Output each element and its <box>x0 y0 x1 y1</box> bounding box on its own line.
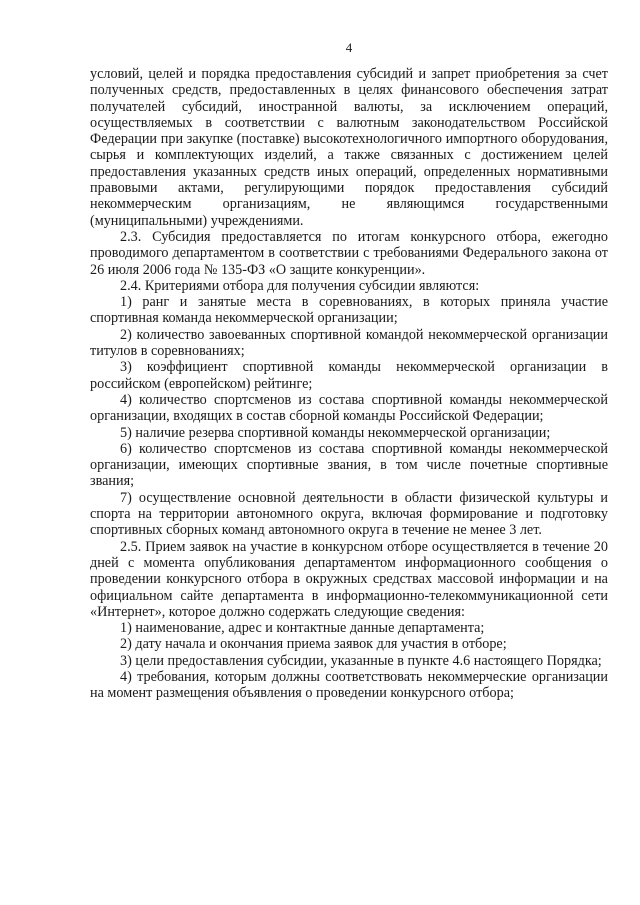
paragraph-conditions-end: условий, целей и порядка предоставления субсидий и запрет приобретения за счет полученных средств, предоставленных в целях финансового обеспечения затрат получателей субсидий, иностранной валюты, за исключением операций, осуществляемых в соответствии с валютным законодательством Российской Федерации при закупке (поставке) высокотехнологичного импортного оборудования, сырья и комплектующих изделий, а также связанных с достижением целей предоставления указанных средств иных операций, определенных нормативными правовыми актами, регулирующими порядок предоставления субсидий некоммерческим организациям, не являющимся государственными (муниципальными) учреждениями. <box>90 66 608 229</box>
list-item-info-1: 1) наименование, адрес и контактные данные департамента; <box>120 620 485 637</box>
list-item-criteria-1: 1) ранг и занятые места в соревнованиях, в которых приняла участие спортивная команда некоммерческой организации; <box>90 294 608 327</box>
page-number: 4 <box>345 40 353 55</box>
list-item-criteria-7: 7) осуществление основной деятельности в области физической культуры и спорта на территории автономного округа, включая формирование и подготовку спортивных сборных команд автономного округа в течение не менее 3 лет. <box>90 489 608 539</box>
list-item-criteria-5: 5) наличие резерва спортивной команды некоммерческой организации; <box>120 424 551 441</box>
list-item-criteria-3: 3) коэффициент спортивной команды некоммерческой организации в российском (европейском) рейтинге; <box>90 359 608 392</box>
list-item-info-2: 2) дату начала и окончания приема заявок для участия в отборе; <box>120 636 507 653</box>
paragraph-2-4: 2.4. Критериями отбора для получения субсидии являются: <box>120 277 480 294</box>
document-body <box>90 66 608 702</box>
list-item-criteria-4: 4) количество спортсменов из состава спортивной команды некоммерческой организации, входящих в состав сборной команды Российской Федерации; <box>90 391 608 425</box>
paragraph-2-3: 2.3. Субсидия предоставляется по итогам конкурсного отбора, ежегодно проводимого департаментом в соответствии с требованиями Федерального закона от 26 июля 2006 года № 135-ФЗ «О защите конкуренции». <box>90 228 608 278</box>
list-item-criteria-2: 2) количество завоеванных спортивной командой некоммерческой организации титулов в соревнованиях; <box>90 326 608 360</box>
list-item-info-4: 4) требования, которым должны соответствовать некоммерческие организации на момент размещения объявления о проведении конкурсного отбора; <box>90 668 608 702</box>
paragraph-2-5: 2.5. Прием заявок на участие в конкурсном отборе осуществляется в течение 20 дней с момента опубликования департаментом информационного сообщения о проведении конкурсного отбора в окружных средствах массовой информации и на официальном сайте департамента в информационно-телекоммуникационной сети «Интернет», которое должно содержать следующие сведения: <box>90 538 608 620</box>
list-item-info-3: 3) цели предоставления субсидии, указанные в пункте 4.6 настоящего Порядка; <box>120 652 602 669</box>
list-item-criteria-6: 6) количество спортсменов из состава спортивной команды некоммерческой организации, имеющих спортивные звания, в том числе почетные спортивные звания; <box>90 440 608 490</box>
